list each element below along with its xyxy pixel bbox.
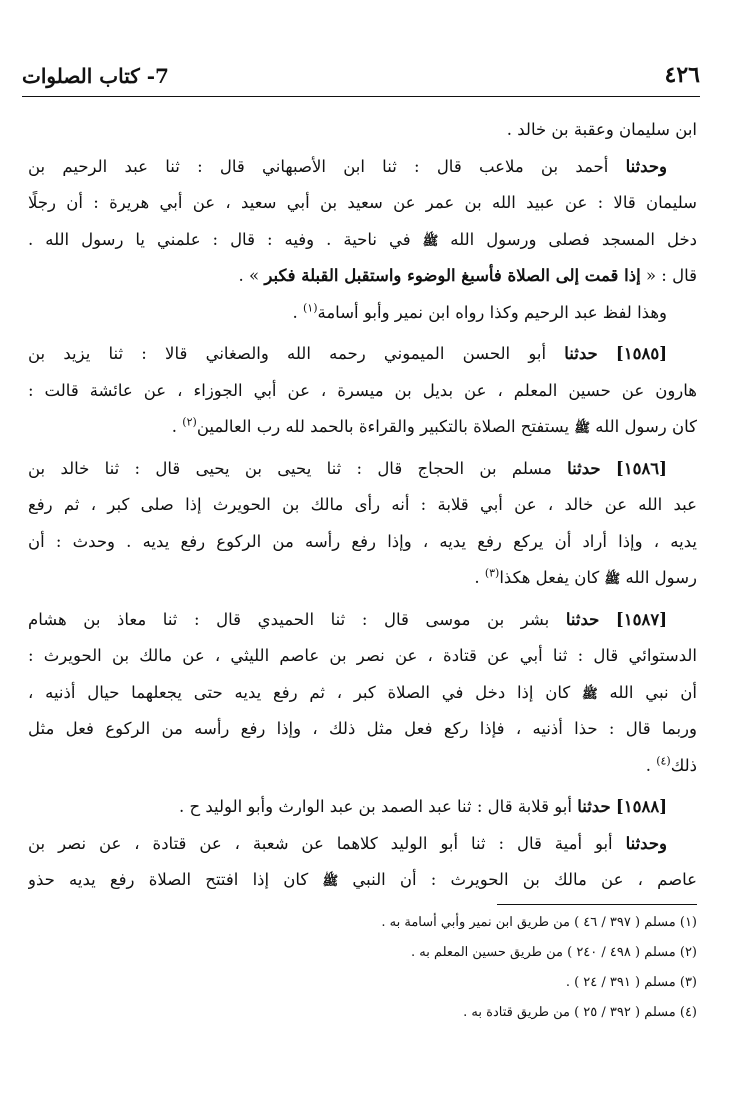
text-line	[28, 560, 697, 597]
footnotes	[28, 908, 697, 1028]
text-line	[28, 524, 697, 561]
hadith-number: [١٥٨٥]	[615, 344, 667, 363]
header-rule	[22, 96, 700, 97]
text-segment: أن نبي الله	[609, 682, 697, 702]
text-segment: كان رسول الله	[595, 417, 697, 436]
text-segment: قال : «	[645, 266, 697, 285]
text-segment: .	[171, 417, 183, 436]
narration-keyword: حدثنا	[565, 609, 600, 629]
footnote-ref: (٣)	[484, 566, 500, 580]
page-number: ٤٢٦	[664, 62, 700, 88]
salawat-glyph: ﷺ	[422, 233, 439, 249]
text-segment: يديه ، وإذا أراد أن يركع رفع يديه ، وإذا رفع رأسه من الركوع رفع يديه . وحدث : أن	[28, 531, 697, 551]
footnote: (٢) مسلم ( ٤٩٨ / ٢٤٠ ) من طريق حسين المعلم به .	[410, 945, 697, 960]
text-segment: كان يفعل هكذا	[499, 568, 600, 587]
text-segment: دخل المسجد فصلى ورسول الله	[450, 229, 697, 249]
text-line	[28, 451, 697, 488]
book-title: 7- كتاب الصلوات	[22, 64, 169, 88]
text-line	[28, 373, 697, 410]
footnote: (٤) مسلم ( ٣٩٢ / ٢٥ ) من طريق قتادة به .	[463, 1005, 697, 1020]
footnote-ref: (٢)	[182, 415, 197, 429]
main-text	[28, 112, 697, 899]
text-line	[28, 638, 697, 675]
footnote: (٣) مسلم ( ٣٩١ / ٢٤ ) .	[565, 975, 697, 990]
text-segment: أبو الحسن الميموني رحمه الله والصغاني قالا : ثنا يزيد بن	[28, 344, 547, 363]
narration-keyword: وحدثنا	[625, 156, 667, 176]
text-line	[28, 862, 697, 899]
narration-keyword: حدثنا	[564, 344, 598, 363]
text-line	[28, 222, 697, 259]
text-segment: كان إذا افتتح الصلاة رفع يديه حذو	[28, 870, 309, 889]
text-segment: أحمد بن ملاعب قال : ثنا ابن الأصبهاني قال : ثنا عبد الرحيم بن	[28, 156, 609, 176]
salawat-glyph: ﷺ	[322, 874, 339, 889]
text-line	[28, 711, 697, 748]
text-segment: .	[645, 755, 657, 775]
text-line	[28, 409, 697, 446]
text-segment: مسلم بن الحجاج قال : ثنا يحيى بن يحيى قال : ثنا خالد بن	[28, 458, 552, 478]
salawat-glyph: ﷺ	[574, 421, 591, 436]
footnote-ref: (١)	[302, 301, 318, 314]
narration-keyword: حدثنا	[567, 458, 601, 478]
text-segment: رسول الله	[625, 568, 697, 587]
text-line	[28, 748, 697, 785]
hadith-number: [١٥٨٨]	[615, 797, 667, 816]
footnote: (١) مسلم ( ٣٩٧ / ٤٦ ) من طريق ابن نمير وأبي أسامة به .	[381, 915, 697, 930]
text-line	[28, 258, 697, 295]
text-segment: » .	[238, 266, 260, 285]
text-segment: وربما قال : حذا أذنيه ، فإذا ركع فعل مثل ذلك ، وإذا رفع رأسه من الركوع فعل مثل	[28, 719, 697, 738]
text-segment: أبو قلابة قال : ثنا عبد الصمد بن عبد الوارث وأبو الوليد ح .	[179, 797, 572, 816]
text-segment: عاصم ، عن مالك بن الحويرث : أن النبي	[352, 870, 697, 889]
text-segment: عبد الله عن خالد ، عن أبي قلابة : أنه رأى مالك بن الحويرث إذا صلى كبر ، ثم رفع	[28, 495, 697, 514]
text-segment: ذلك	[670, 755, 697, 775]
text-segment: سليمان قالا : عن عبيد الله بن عمر عن سعيد بن أبي سعيد ، عن أبي هريرة : أن رجلًا	[28, 193, 697, 212]
text-line	[28, 487, 697, 524]
text-segment: في ناحية . وفيه : قال : علمني يا رسول الله .	[28, 229, 411, 249]
hadith-number: [١٥٨٧]	[615, 609, 667, 629]
text-segment: .	[474, 568, 485, 587]
text-segment: كان إذا دخل في الصلاة كبر ، ثم رفع يديه حتى يجعلهما حيال أذنيه ،	[28, 682, 571, 702]
hadith-number: [١٥٨٦]	[615, 458, 667, 478]
text-segment: يستفتح الصلاة بالتكبير والقراءة بالحمد لله رب العالمين	[196, 417, 570, 436]
text-line	[28, 112, 697, 149]
text-segment: هارون عن حسين المعلم ، عن بديل بن ميسرة ، عن أبي الجوزاء ، عن عائشة قالت :	[28, 380, 697, 400]
running-head	[22, 58, 700, 88]
text-line	[28, 602, 697, 639]
text-line	[28, 149, 697, 186]
text-line	[28, 826, 697, 863]
text-segment: ابن سليمان وعقبة بن خالد .	[506, 120, 697, 139]
footnote-ref: (٤)	[656, 754, 671, 767]
text-line	[28, 336, 697, 373]
text-line	[28, 185, 697, 222]
text-segment: بشر بن موسى قال : ثنا الحميدي قال : ثنا معاذ بن هشام	[28, 609, 550, 629]
text-segment: وهذا لفظ عبد الرحيم وكذا رواه ابن نمير وأبو أسامة	[317, 302, 667, 322]
text-segment: .	[292, 302, 303, 322]
text-line	[28, 675, 697, 712]
narration-keyword: وحدثنا	[625, 833, 667, 853]
hadith-matn: إذا قمت إلى الصلاة فأسبغ الوضوء واستقبل القبلة فكبر	[264, 266, 641, 285]
salawat-glyph: ﷺ	[604, 572, 621, 587]
text-segment: أبو أمية قال : ثنا أبو الوليد كلاهما عن شعبة ، عن قتادة ، عن نصر بن	[28, 833, 613, 853]
footnote-rule	[497, 904, 697, 905]
narration-keyword: حدثنا	[577, 797, 611, 816]
text-line	[28, 789, 697, 826]
salawat-glyph: ﷺ	[582, 686, 598, 702]
text-segment: الدستوائي قال : ثنا أبي عن قتادة ، عن نصر بن عاصم الليثي ، عن مالك بن الحويرث :	[28, 646, 697, 665]
text-line	[28, 295, 697, 332]
